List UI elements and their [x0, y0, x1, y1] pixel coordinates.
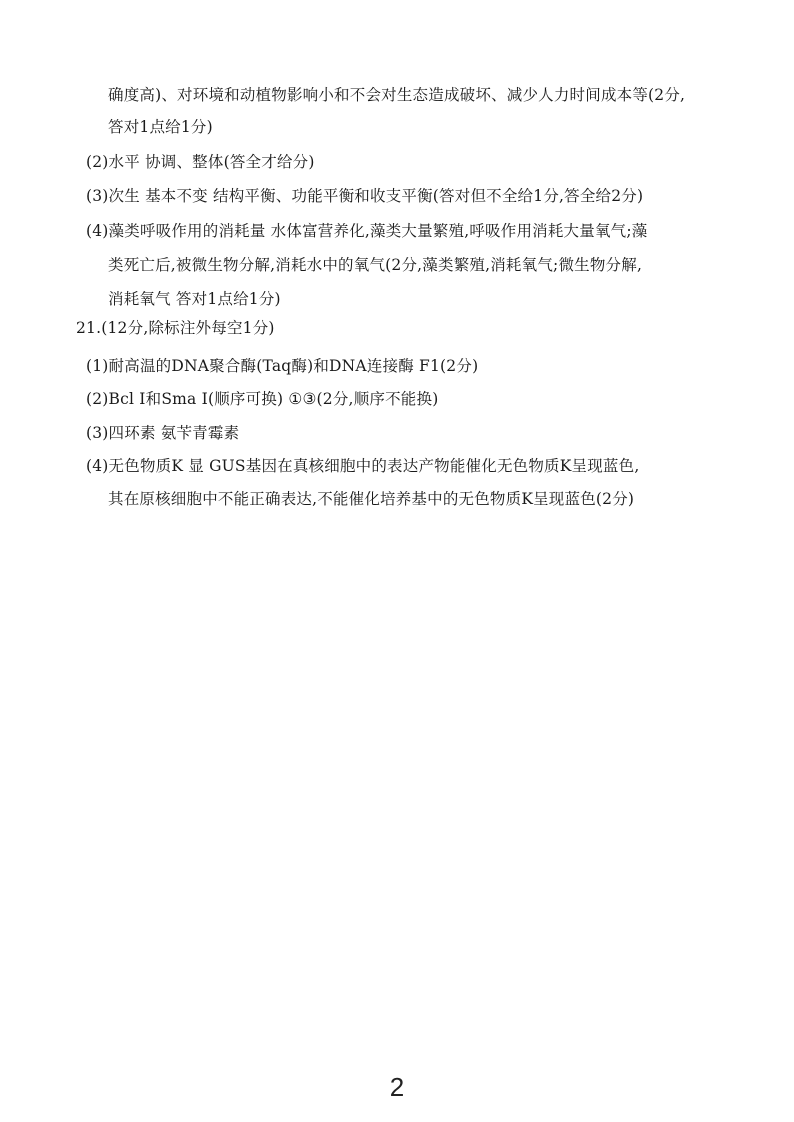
q21-answer-2: (2)Bcl I和Sma I(顺序可换) ①③(2分,顺序不能换)	[86, 390, 439, 408]
q21-answer-4-line-2: 其在原核细胞中不能正确表达,不能催化培养基中的无色物质K呈现蓝色(2分)	[108, 490, 635, 508]
question-21-heading: 21.(12分,除标注外每空1分)	[76, 319, 275, 337]
q21-answer-3: (3)四环素 氨苄青霉素	[86, 424, 240, 442]
answer-item-2: (2)水平 协调、整体(答全才给分)	[86, 153, 315, 171]
answer-line-continued-1: 确度高)、对环境和动植物影响小和不会对生态造成破坏、减少人力时间成本等(2分,	[108, 86, 686, 104]
answer-item-4: (4)藻类呼吸作用的消耗量 水体富营养化,藻类大量繁殖,呼吸作用消耗大量氧气;藻	[86, 222, 648, 240]
q21-answer-1: (1)耐高温的DNA聚合酶(Taq酶)和DNA连接酶 F1(2分)	[86, 357, 479, 375]
q21-answer-4: (4)无色物质K 显 GUS基因在真核细胞中的表达产物能催化无色物质K呈现蓝色,	[86, 457, 640, 475]
page-number: 2	[389, 1072, 405, 1102]
answer-item-3: (3)次生 基本不变 结构平衡、功能平衡和收支平衡(答对但不全给1分,答全给2分)	[86, 187, 644, 205]
answer-line-continued-2: 答对1点给1分)	[108, 118, 213, 136]
answer-item-4-line-2: 类死亡后,被微生物分解,消耗水中的氧气(2分,藻类繁殖,消耗氧气;微生物分解,	[108, 256, 643, 274]
answer-item-4-line-3: 消耗氧气 答对1点给1分)	[108, 290, 281, 308]
